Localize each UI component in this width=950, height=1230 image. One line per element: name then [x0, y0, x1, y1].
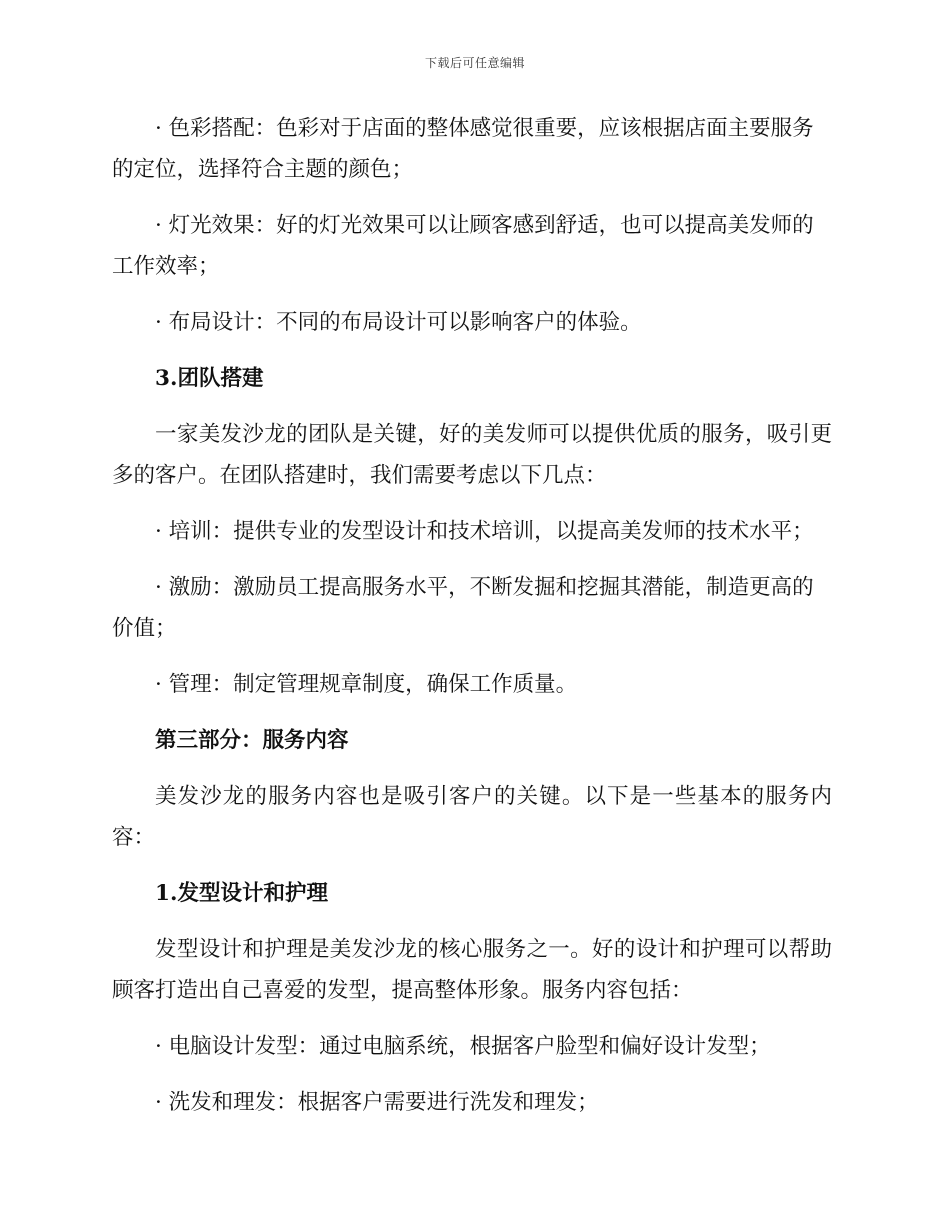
- page-header: 下载后可任意编辑: [424, 56, 525, 70]
- bullet-color-matching: · 色彩搭配：色彩对于店面的整体感觉很重要，应该根据店面主要服务的定位，选择符合主题的颜色；: [112, 116, 814, 182]
- part-heading-service-content: 第三部分：服务内容: [155, 728, 349, 753]
- paragraph-team-intro: 一家美发沙龙的团队是关键，好的美发师可以提供优质的服务，吸引更多的客户。在团队搭建时，我们需要考虑以下几点：: [112, 422, 832, 488]
- section-heading-team-building: 3.团队搭建: [155, 366, 264, 391]
- bullet-lighting-effect: · 灯光效果：好的灯光效果可以让顾客感到舒适，也可以提高美发师的工作效率；: [112, 213, 814, 279]
- document-body: [112, 108, 832, 1123]
- bullet-motivation: · 激励：激励员工提高服务水平，不断发掘和挖掘其潜能，制造更高的价值；: [112, 575, 814, 641]
- section-heading-hair-design: 1.发型设计和护理: [155, 881, 328, 906]
- bullet-wash-and-cut: · 洗发和理发：根据客户需要进行洗发和理发；: [155, 1090, 599, 1115]
- bullet-layout-design: · 布局设计：不同的布局设计可以影响客户的体验。: [155, 310, 642, 335]
- bullet-training: · 培训：提供专业的发型设计和技术培训，以提高美发师的技术水平；: [155, 519, 814, 544]
- paragraph-service-intro: 美发沙龙的服务内容也是吸引客户的关键。以下是一些基本的服务内容：: [112, 784, 832, 850]
- bullet-management: · 管理：制定管理规章制度，确保工作质量。: [155, 672, 578, 697]
- paragraph-hair-design-intro: 发型设计和护理是美发沙龙的核心服务之一。好的设计和护理可以帮助顾客打造出自己喜爱的发型，提高整体形象。服务内容包括：: [112, 937, 832, 1003]
- bullet-computer-design: · 电脑设计发型：通过电脑系统，根据客户脸型和偏好设计发型；: [155, 1034, 771, 1059]
